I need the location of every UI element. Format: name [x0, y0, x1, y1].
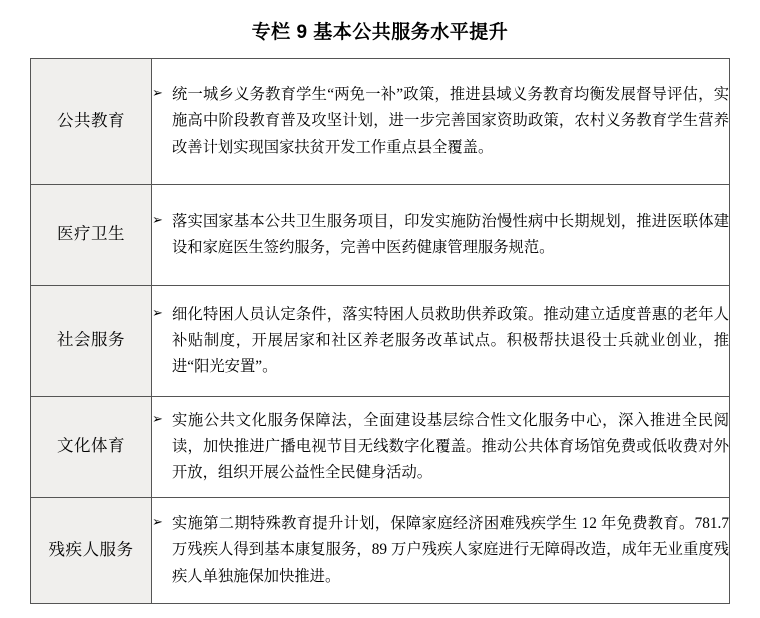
category-cell: 社会服务 — [31, 286, 152, 397]
content-cell — [152, 498, 730, 604]
page-title: 专栏 9 基本公共服务水平提升 — [251, 22, 509, 43]
content-text: 统一城乡义务教育学生“两免一补”政策，推进县域义务教育均衡发展督导评估，实施高中阶段教育普及攻坚计划，进一步完善国家资助政策，农村义务教育学生营养改善计划实现国家扶贫开发工作重点县全覆盖。 — [172, 86, 729, 156]
content-cell — [152, 397, 730, 498]
category-cell: 残疾人服务 — [31, 498, 152, 604]
content-cell — [152, 185, 730, 286]
content-cell — [152, 286, 730, 397]
table-row — [31, 286, 730, 397]
table-row — [31, 59, 730, 185]
content-text: 实施公共文化服务保障法，全面建设基层综合性文化服务中心，深入推进全民阅读，加快推进广播电视节目无线数字化覆盖。推动公共体育场馆免费或低收费对外开放，组织开展公益性全民健身活动。 — [172, 411, 729, 482]
table-row — [31, 185, 730, 286]
category-cell: 公共教育 — [31, 59, 152, 185]
table-row — [31, 397, 730, 498]
content-text: 实施第二期特殊教育提升计划，保障家庭经济困难残疾学生 12 年免费教育。781.7 万残疾人得到基本康复服务，89 万户残疾人家庭进行无障碍改造，成年无业重度残疾人单独施保加快推进。 — [172, 515, 729, 585]
arrow-bullet-icon: ➢ — [152, 86, 163, 102]
content-text: 落实国家基本公共卫生服务项目，印发实施防治慢性病中长期规划，推进医联体建设和家庭医生签约服务，完善中医药健康管理服务规范。 — [172, 212, 729, 256]
table-row — [31, 498, 730, 604]
public-services-table — [30, 58, 730, 604]
category-cell: 文化体育 — [31, 397, 152, 498]
arrow-bullet-icon: ➢ — [152, 212, 163, 228]
arrow-bullet-icon: ➢ — [152, 411, 163, 427]
arrow-bullet-icon: ➢ — [152, 305, 163, 321]
category-cell: 医疗卫生 — [31, 185, 152, 286]
content-text: 细化特困人员认定条件，落实特困人员救助供养政策。推动建立适度普惠的老年人补贴制度，开展居家和社区养老服务改革试点。积极帮扶退役士兵就业创业，推进“阳光安置”。 — [172, 305, 729, 376]
arrow-bullet-icon: ➢ — [152, 515, 163, 531]
content-cell — [152, 59, 730, 185]
